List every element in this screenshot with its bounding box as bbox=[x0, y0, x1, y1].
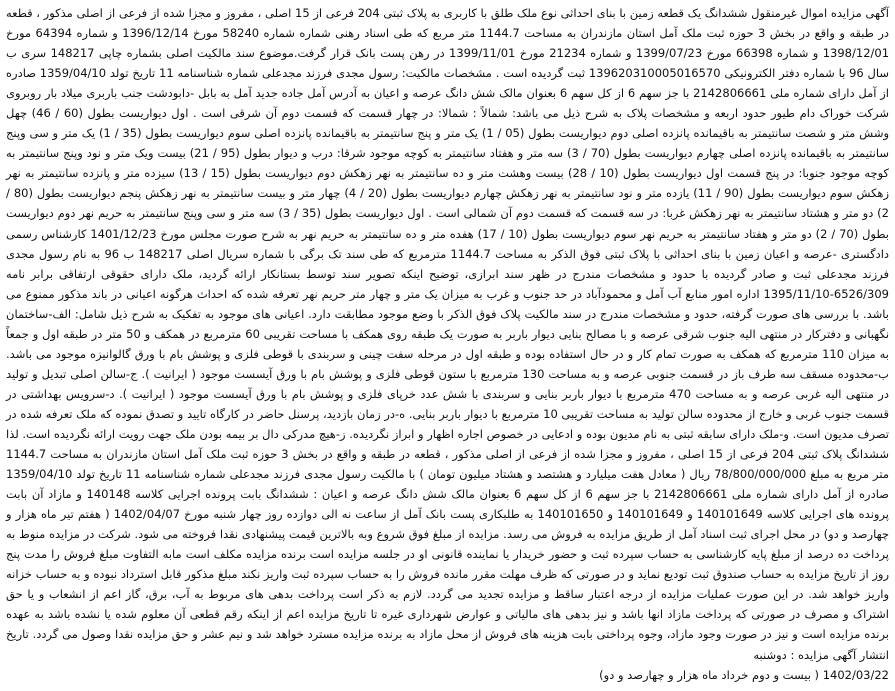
publish-date: 1402/03/22 ( بیست و دوم خرداد ماه هزار و چهارصد و دو) bbox=[599, 667, 889, 682]
notice-body: آگهی مزایده اموال غیرمنقول ششدانگ یک قطعه زمین با بنای احداثی نوع ملک طلق با کاربری به پلاک ثبتی 204 فرعی از 15 اصلی ، مفروز و مجزا شده از فرعی از اصلی مذکور ، قطعه در طبقه و واقع در بخش 3 حوزه ثبت ملک آمل استان مازندران به مساحت 1144.7 متر مربع که طی اسناد رهنی شماره شماره 58240 مورخ 1396/12/14 و شماره 64394 مورخ 1398/12/01 و شماره 66398 مورخ 1399/07/23 و شماره 21234 مورخ 1399/11/01 در رهن پست بانک قرار گرفت.موضوع سند مالکیت اصلی بشماره چاپی 148217 سری ب سال 96 با شماره دفتر الکترونیکی 139620310005016570 ثبت گردیده است . مشخصات مالکیت: رسول مجدی فرزند مجدعلی شماره شناسنامه 11 تاریخ تولد 1359/04/10 صادره از آمل دارای شماره ملی 2142806661 با جز سهم 6 از کل سهم 6 بعنوان مالک شش دانگ عرصه و اعیان به آدرس آمل جاده جدید آمل به بابل -دابودشت جنب باربری میلاد بار روبروی شرکت خوراک دام طیور حدود اربعه و مشخصات پلاک به شرح ذیل می باشد: شمالاً : شمالا: در چهار قسمت که قسمت دوم آن شرقی است . اول دیواریست بطول (60 / 46) چهل وشش متر و شصت سانتیمتر به باقیمانده پانزده اصلی دوم دیواریست بطول (05 / 1) یک متر و پنج سانتیمتر به باقیمانده پانزده اصلی سوم دیواریست بطول (35 / 1) یک متر و سی وپنج سانتیمتر به باقیمانده پانزده اصلی چهارم دیواریست بطول (70 / 3) سه متر و هفتاد سانتیمتر به کوچه موجود شرقا: درب و دیوار بطول (95 / 21) بیست ویک متر و نود وپنج سانتیمتر به کوچه موجود جنوبا: در پنج قسمت اول دیواریست بطول (10 / 28) بیست وهشت متر و ده سانتیمتر به نهر زهکش دوم دیواریست بطول (15 / 13) سیزده متر و پانزده سانتیمتر به نهر زهکش سوم دیواریست بطول (90 / 11) یازده متر و نود سانتیمتر به نهر زهکش چهارم دیواریست بطول (20 / 4) چهار متر و بیست سانتیمتر به نهر زهکش پنجم دیواریست بطول (80 / 2) دو متر و هشتاد سانتیمتر به نهر زهکش غربا: در سه قسمت که قسمت دوم آن شمالی است . اول دیواریست بطول (35 / 3) سه متر و سی وپنج سانتیمتر به حریم نهر دوم دیواریست بطول (70 / 2) دو متر و هفتاد سانتیمتر به حریم نهر سوم دیواریست بطول (10 / 17) هفده متر و ده سانتیمتر به حریم نهر به شرح صورت مجلس مورخ 1401/12/23 کارشناس رسمی دادگستری -عرصه و اعیان زمین با بنای احداثی با پلاک ثبتی فوق الذکر به مساحت 1144.7 مترمربع که طی سند تک برگی با شماره سریال اصلی 148217 ب 96 به نام رسول مجدی فرزند مجدعلی ثبت و صادر گردیده با حدود و مشخصات مندرج در ظهر سند ابرازی، توضیح اینکه تصویر سند توسط بستانکار ارائه گردید، ملک دارای حقوقی ارتفاقی برابر نامه 6526/309-1395/11/10 اداره امور منابع آب آمل و محمودآباد در حد جنوب و غرب به میزان یک متر و چهار متر حریم نهر تعرفه شده که احداث هرگونه اعیانی در باند مذکور ممنوع می باشد. با بررسی های صورت گرفته، حدود و مشخصات مندرج در سند مالکیت پلاک فوق الذکر با وضع موجود مطابقت دارد. اعیانی های موجود به تفکیک به شرح ذیل شامل: الف-ساختمان نگهبانی و دفترکار در منتهی الیه جنوب شرقی عرصه و با مصالح بنایی دیوار باربر به صورت یک طبقه روی همکف با مساحت تقریبی 60 مترمربع در همکف و 50 متر در طبقه اول و جمعاً به میزان 110 مترمربع که همکف به صورت تمام کار و در حال استفاده بوده و طبقه اول در مرحله سفت چینی و سربندی با قوطی فلزی و پوشش بام با ورق گالوانیزه موجود می باشد. ب-محدوده مسقف سه طرف باز در قسمت جنوبی عرصه و به مساحت 130 مترمربع با ستون قوطی فلزی و پوشش بام با ورق آیسست موجود ( ایرانیت ). ج-سالن اصلی تبدیل و تولید در منتهی الیه غربی عرصه و به مساحت 470 مترمربع با دیوار باربر بنایی و سربندی با شش عدد خرپای فلزی و پوشش بام با ورق آیسست موجود ( ایرانیت ). د-سرویس بهداشتی در قسمت جنوب غربی و خارج از محدوده سالن تولید به مساحت تقریبی 10 مترمربع با دیوار باربر بنایی. ه-در زمان بازدید، پرسنل حاضر در کارگاه تایید و تصدق نموده که ملک تعرفه شده در تصرف مدیون است. و-ملک دارای سابقه ثبتی به نام مدیون بوده و ادعایی در خصوص اجاره اظهار و ابراز نگردیده. ز-هیچ مدرکی دال بر بیمه بودن ملک جهت رویت ارائه نگردیده است. لذا ششدانگ پلاک ثبتی 204 فرعی از 15 اصلی ، مفروز و مجزا شده از فرعی از اصلی مذکور ، قطعه در طبقه و واقع در بخش 3 حوزه ثبت ملک آمل استان مازندران به مساحت 1144.7 متر مربع به مبلغ 78/800/000/000 ریال ( معادل هفت میلیارد و هشتصد و هشتاد میلیون تومان ) با مالکیت رسول مجدی فرزند مجدعلی شماره شناسنامه 11 تاریخ تولد 1359/04/10 صادره از آمل دارای شماره ملی 2142806661 با جز سهم 6 از کل سهم 6 بعنوان مالک شش دانگ عرصه و اعیان : ششدانگ بابت پرونده اجرایی کلاسه 140148 و مازاد آن بابت پرونده های اجرایی کلاسه 140101649 و 140101649 و 140101650 به طلبکاری پست بانک آمل از ساعت نه الی دوازده روز چهار شنبه مورخ 1402/04/07 ( هفتم تیر ماه هزار و چهارصد و دو) در محل اجرای ثبت اسناد آمل از طریق مزایده به فروش می رسد. مزایده از مبلغ فوق شروع وبه بالاترین قیمت پیشنهادی نقدا فروخته می شود. شرکت در مزایده منوط به پرداخت ده درصد از مبلغ پایه کارشناسی به حساب سپرده ثبت و حضور خریدار یا نماینده قانونی او در جلسه مزایده است برنده مزایده مکلف است مابه التفاوت مبلغ فروش را مدت پنج روز از تاریخ مزایده به حساب صندوق ثبت تودیع نماید و در صورتی که ظرف مهلت مقرر مانده فروش را به حساب سپرده ثبت واریز نکند مبلغ مذکور قابل استرداد نبوده و به حساب خزانه واریز خواهد شد. در این صورت عملیات مزایده از درجه اعتبار ساقط و مزایده تجدید می گردد. لازم به ذکر است پرداخت بدهی های مربوط به آب، برق، گاز اعم از انشعاب و یا حق اشتراک و مصرف در صورتی که پرداخت مازاد انها باشد و نیز بدهی های مالیاتی و عوارض شهرداری غیره تا تاریخ مزایده اعم از اینکه رقم قطعی آن معلوم شده یا نشده باشد به عهده برنده مزایده است و نیز در صورت وجود مازاد، وجوه پرداختی بابت هزینه های فروش از محل مازاد به برنده مزایده مسترد خواهد شد و نیم عشر و حق مزایده نقدا وصول می گردد. تاریخ انتشار آگهی مزایده : دوشنبه bbox=[5, 6, 890, 662]
